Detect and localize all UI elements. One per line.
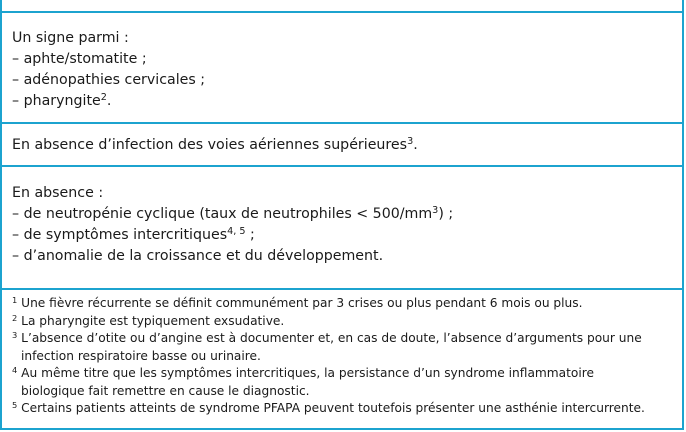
absence-intro: En absence : (12, 185, 104, 201)
footnote-ref-4-5: 4, 5 (227, 226, 246, 238)
pharyngite-tail: . (106, 93, 112, 109)
absence-item-neutropenie (12, 204, 674, 225)
neutropenie-tail: ) ; (438, 206, 454, 222)
footnote-4-number: 4 (12, 364, 18, 375)
infection-tail: . (413, 137, 418, 153)
symptomes-text: – de symptômes intercritiques (12, 227, 228, 243)
footnote-5-text: Certains patients atteints de syndrome PFAPA peuvent toutefois présenter une asthénie intercurrente. (17, 401, 645, 415)
symptomes-tail: ; (245, 227, 255, 243)
footnotes-cell (12, 295, 674, 418)
footnote-3 (12, 330, 674, 365)
footnote-1 (12, 295, 674, 313)
table-row-infection (2, 122, 682, 165)
footnote-4-text: Au même titre que les symptômes intercritiques, la persistance d’un syndrome inflammatoire (17, 366, 594, 380)
sign-item-aphte: – aphte/stomatite ; (12, 51, 147, 67)
table-row-footnotes (2, 288, 682, 432)
infection-cell (12, 135, 674, 156)
signs-cell (12, 28, 674, 112)
footnote-5-number: 5 (12, 399, 18, 410)
footnote-2-text: La pharyngite est typiquement exsudative. (17, 313, 285, 328)
footnote-ref-3: 3 (407, 136, 414, 148)
footnote-3-text-cont: infection respiratoire basse ou urinaire. (21, 348, 261, 363)
footnote-2-number: 2 (12, 312, 18, 323)
pharyngite-text: – pharyngite (12, 93, 101, 109)
footnote-3-number: 3 (12, 329, 18, 340)
infection-text: En absence d’infection des voies aériennes supérieures (12, 137, 408, 153)
footnote-ref-2: 2 (100, 92, 107, 104)
neutropenie-text: – de neutropénie cyclique (taux de neutrophiles < 500/mm (12, 206, 433, 222)
infection-criterion (12, 135, 674, 156)
absence-item-symptomes (12, 225, 674, 246)
footnote-4-text-cont: biologique fait remettre en cause le diagnostic. (21, 383, 310, 398)
mm3-exponent: 3 (432, 205, 439, 217)
absence-item-croissance: – d’anomalie de la croissance et du développement. (12, 248, 384, 264)
footnote-5 (12, 400, 674, 418)
signs-intro: Un signe parmi : (12, 30, 129, 46)
table-row-absence (2, 165, 682, 288)
footnote-4 (12, 365, 674, 400)
sign-item-adenopathies: – adénopathies cervicales ; (12, 72, 206, 88)
footnote-3-text: L’absence d’otite ou d’angine est à documenter et, en cas de doute, l’absence d’arguments pour une (17, 331, 642, 345)
table-row-top (2, 0, 682, 11)
footnote-1-text: Une fièvre récurrente se définit communément par 3 crises ou plus pendant 6 mois ou plus. (17, 296, 583, 310)
footnote-2 (12, 313, 674, 331)
absence-cell (12, 183, 674, 267)
footnote-1-number: 1 (12, 294, 18, 305)
sign-item-pharyngite (12, 91, 674, 112)
table-row-signs (2, 11, 682, 122)
